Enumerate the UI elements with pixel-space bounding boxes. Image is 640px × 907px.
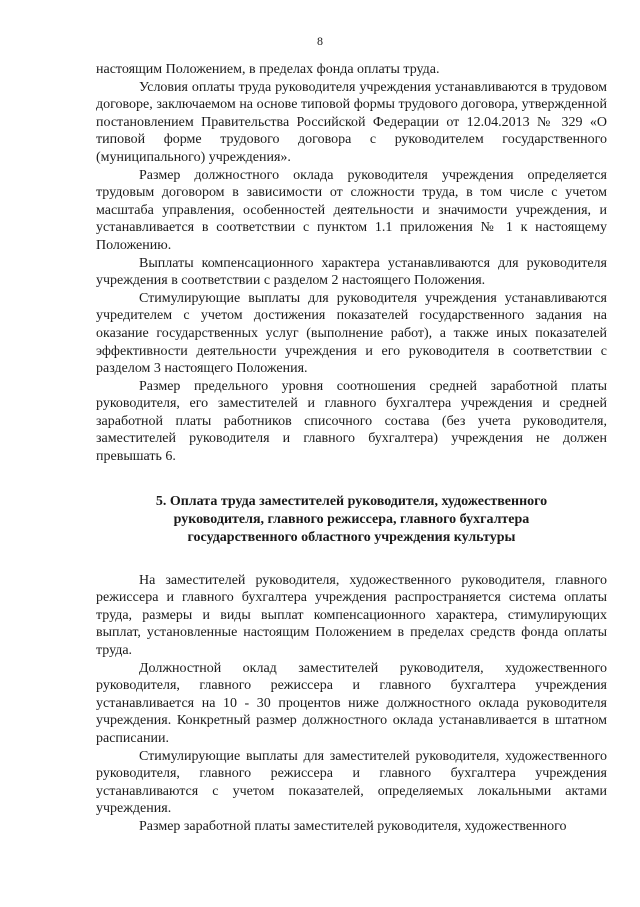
paragraph: Стимулирующие выплаты для руководителя учреждения устанавливаются учредителем с учетом достижения показателей государственного задания на оказание государственных услуг (выполнение работ), а также иных показателей эффективности деятельности учреждения и его руководителя в соответствии с разделом 3 настоящего Положения. <box>96 290 607 377</box>
paragraph: Размер предельного уровня соотношения средней заработной платы руководителя, его заместителей и главного бухгалтера учреждения и средней заработной платы работников списочного состава (без учета руководителя, заместителей руководителя и главного бухгалтера) учреждения не должен превышать 6. <box>96 378 607 465</box>
paragraph: Условия оплаты труда руководителя учреждения устанавливаются в трудовом договоре, заключаемом на основе типовой формы трудового договора, утвержденной постановлением Правительства Российской Федерации от 12.04.2013 № 329 «О типовой форме трудового договора с руководителем государственного (муниципального) учреждения». <box>96 79 607 165</box>
paragraph: настоящим Положением, в пределах фонда оплаты труда. <box>96 62 440 77</box>
paragraph: Стимулирующие выплаты для заместителей руководителя, художественного руководителя, главного режиссера и главного бухгалтера учреждения устанавливаются с учетом показателей, определяемых локальными актами учреждения. <box>96 748 607 817</box>
section-heading-line: 5. Оплата труда заместителей руководителя, художественного <box>155 493 548 509</box>
paragraph: Выплаты компенсационного характера устанавливаются для руководителя учреждения в соответствии с разделом 2 настоящего Положения. <box>96 255 607 289</box>
paragraph: Размер заработной платы заместителей руководителя, художественного <box>139 818 567 834</box>
paragraph: На заместителей руководителя, художественного руководителя, главного режиссера и главного бухгалтера учреждения распространяется система оплаты труда, размеры и виды выплат компенсационного характера, стимулирующих выплат, установленные настоящим Положением в пределах средств фонда оплаты труда. <box>96 572 607 659</box>
section-heading-line: руководителя, главного режиссера, главного бухгалтера <box>173 511 530 527</box>
section-heading-line: государственного областного учреждения культуры <box>187 529 516 545</box>
section-heading <box>96 493 607 547</box>
paragraph: Размер должностного оклада руководителя учреждения определяется трудовым договором в зависимости от сложности труда, в том числе с учетом масштаба управления, особенностей деятельности и значимости учреждения, и устанавливается в соответствии с пунктом 1.1 приложения № 1 к настоящему Положению. <box>96 167 607 253</box>
page-number: 8 <box>317 34 323 48</box>
document-body <box>96 61 607 836</box>
paragraph: Должностной оклад заместителей руководителя, художественного руководителя, главного режиссера и главного бухгалтера учреждения устанавливается на 10 - 30 процентов ниже должностного оклада руководителя учреждения. Конкретный размер должностного оклада устанавливается в штатном расписании. <box>96 660 607 746</box>
